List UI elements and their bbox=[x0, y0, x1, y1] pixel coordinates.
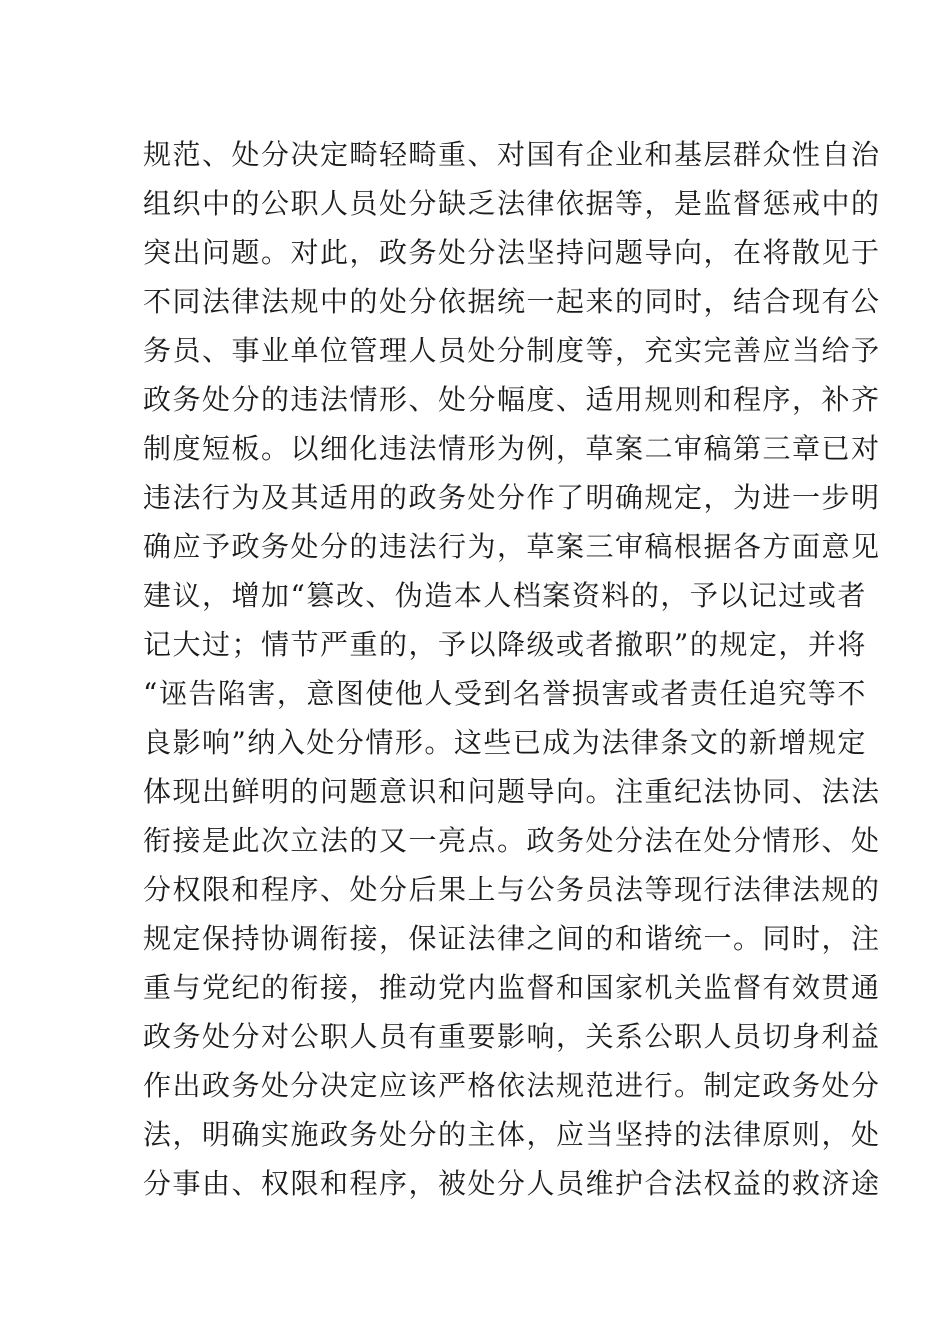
text-line-16: 分权限和程序、处分后果上与公务员法等现行法律法规的 bbox=[143, 873, 881, 906]
text-line-8: 违法行为及其适用的政务处分作了明确规定，为进一步明 bbox=[143, 481, 881, 514]
text-line-22: 分事由、权限和程序，被处分人员维护合法权益的救济途 bbox=[143, 1167, 881, 1200]
text-line-10: 建议，增加“篡改、伪造本人档案资料的，予以记过或者 bbox=[143, 579, 867, 612]
text-line-5: 务员、事业单位管理人员处分制度等，充实完善应当给予 bbox=[143, 334, 881, 367]
text-line-13: 良影响”纳入处分情形。这些已成为法律条文的新增规定 bbox=[143, 726, 867, 759]
text-line-14: 体现出鲜明的问题意识和问题导向。注重纪法协同、法法 bbox=[143, 775, 881, 808]
text-line-15: 衔接是此次立法的又一亮点。政务处分法在处分情形、处 bbox=[143, 824, 881, 857]
text-line-20: 作出政务处分决定应该严格依法规范进行。制定政务处分 bbox=[143, 1069, 881, 1102]
text-line-11: 记大过；情节严重的，予以降级或者撤职”的规定，并将 bbox=[143, 628, 867, 661]
text-line-21: 法，明确实施政务处分的主体，应当坚持的法律原则，处 bbox=[143, 1118, 881, 1151]
text-line-17: 规定保持协调衔接，保证法律之间的和谐统一。同时，注 bbox=[143, 922, 881, 955]
text-line-1: 规范、处分决定畸轻畸重、对国有企业和基层群众性自治 bbox=[143, 138, 881, 171]
text-line-12: “诬告陷害，意图使他人受到名誉损害或者责任追究等不 bbox=[143, 677, 867, 710]
text-line-6: 政务处分的违法情形、处分幅度、适用规则和程序，补齐 bbox=[143, 383, 881, 416]
text-line-9: 确应予政务处分的违法行为，草案三审稿根据各方面意见 bbox=[143, 530, 881, 563]
text-line-3: 突出问题。对此，政务处分法坚持问题导向，在将散见于 bbox=[143, 236, 881, 269]
text-line-2: 组织中的公职人员处分缺乏法律依据等，是监督惩戒中的 bbox=[143, 187, 881, 220]
text-line-7: 制度短板。以细化违法情形为例，草案二审稿第三章已对 bbox=[143, 432, 881, 465]
text-line-4: 不同法律法规中的处分依据统一起来的同时，结合现有公 bbox=[143, 285, 881, 318]
text-line-19: 政务处分对公职人员有重要影响，关系公职人员切身利益 bbox=[143, 1020, 881, 1053]
body-text bbox=[143, 130, 881, 1208]
text-line-18: 重与党纪的衔接，推动党内监督和国家机关监督有效贯通 bbox=[143, 971, 881, 1004]
